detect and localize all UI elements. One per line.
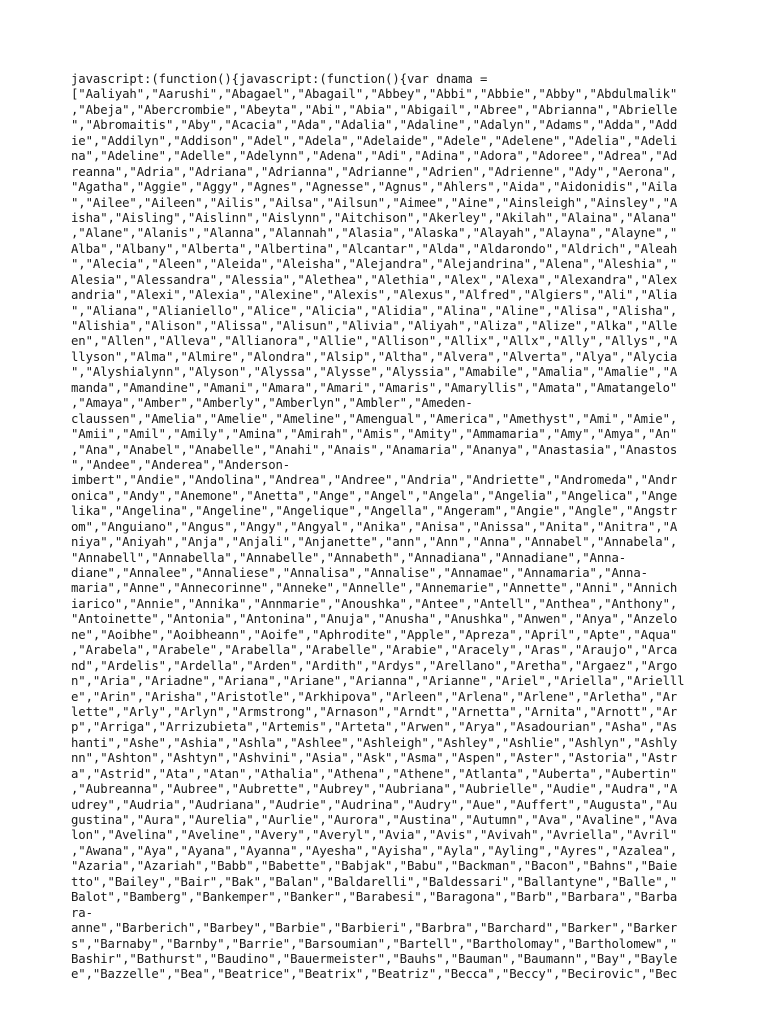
- code-line: ","Alyshialynn","Alyson","Alyssa","Alysse","Alyssia","Amabile","Amalia","Amalie","A: [71, 365, 678, 380]
- code-line: andria","Alexi","Alexia","Alexine","Alexis","Alexus","Alfred","Algiers","Ali","Alia: [71, 288, 678, 303]
- code-line: ,"Abeja","Abercrombie","Abeyta","Abi","Abia","Abigail","Abree","Abrianna","Abrielle: [71, 102, 678, 117]
- code-line: Balot","Bamberg","Bankemper","Banker","Barabesi","Baragona","Barb","Barbara","Barba: [71, 890, 678, 905]
- code-line: "Azaria","Azariah","Babb","Babette","Babjak","Babu","Backman","Bacon","Bahns","Baie: [71, 859, 678, 874]
- code-line: manda","Amandine","Amani","Amara","Amari","Amaris","Amaryllis","Amata","Amatangelo": [71, 380, 678, 395]
- code-line: ,"Aubreanna","Aubree","Aubrette","Aubrey","Aubriana","Aubrielle","Audie","Audra","A: [71, 782, 678, 797]
- code-line: s","Barnaby","Barnby","Barrie","Barsoumian","Bartell","Bartholomay","Bartholomew",": [71, 936, 678, 951]
- code-line: ,"Alane","Alanis","Alanna","Alannah","Alasia","Alaska","Alayah","Alayna","Alayne",": [71, 226, 678, 241]
- code-line: onica","Andy","Anemone","Anetta","Ange","Angel","Angela","Angelia","Angelica","Ange: [71, 488, 678, 503]
- code-line: ra-: [71, 905, 93, 920]
- code-line: ","Aliana","Alianiello","Alice","Alicia","Alidia","Alina","Aline","Alisa","Alisha",: [71, 303, 678, 318]
- code-line: om","Anguiano","Angus","Angy","Angyal","Anika","Anisa","Anissa","Anita","Anitra","A: [71, 519, 678, 534]
- code-line: ,"Amaya","Amber","Amberly","Amberlyn","Ambler","Ameden-: [71, 396, 473, 411]
- code-line: na","Adeline","Adelle","Adelynn","Adena","Adi","Adina","Adora","Adoree","Adrea","Ad: [71, 149, 678, 164]
- code-line: p","Arriga","Arrizubieta","Artemis","Arteta","Arwen","Arya","Asadourian","Asha","As: [71, 720, 678, 735]
- code-line: ne","Aoibhe","Aoibheann","Aoife","Aphrodite","Apple","Apreza","April","Apte","Aqua": [71, 627, 678, 642]
- code-line: "Agatha","Aggie","Aggy","Agnes","Agnesse","Agnus","Ahlers","Aida","Aidonidis","Aila: [71, 180, 678, 195]
- code-line: niya","Aniyah","Anja","Anjali","Anjanette","ann","Ann","Anna","Annabel","Annabela",: [71, 535, 678, 550]
- code-line: ","Abromaitis","Aby","Acacia","Ada","Adalia","Adaline","Adalyn","Adams","Adda","Add: [71, 118, 678, 133]
- code-line: diane","Annalee","Annaliese","Annalisa","Annalise","Annamae","Annamaria","Anna-: [71, 566, 648, 580]
- code-line: Alesia","Alessandra","Alessia","Alethea","Alethia","Alex","Alexa","Alexandra","Alex: [71, 272, 678, 287]
- code-line: ","Andee","Anderea","Anderson-: [71, 457, 291, 472]
- code-line: iarico","Annie","Annika","Annmarie","Anoushka","Antee","Antell","Anthea","Anthony",: [71, 596, 678, 611]
- code-line: n","Aria","Ariadne","Ariana","Ariane","Arianna","Arianne","Ariel","Ariella","Arielll: [71, 674, 685, 689]
- code-line: javascript:(function(){javascript:(function(){var dnama =: [71, 72, 488, 86]
- code-line: Alba","Albany","Alberta","Albertina","Alcantar","Alda","Aldarondo","Aldrich","Aleah: [71, 241, 678, 256]
- code-line: a","Astrid","Ata","Atan","Athalia","Athena","Athene","Atlanta","Auberta","Aubertin": [71, 766, 678, 781]
- code-line: reanna","Adria","Adriana","Adrianna","Adrianne","Adrien","Adrienne","Ady","Aerona",: [71, 164, 678, 179]
- code-line: "Annabell","Annabella","Annabelle","Annabeth","Annadiana","Annadiane","Anna-: [71, 550, 627, 565]
- code-line: gustina","Aura","Aurelia","Aurlie","Aurora","Austina","Autumn","Ava","Avaline","Ava: [71, 813, 678, 827]
- code-line: ,"Ana","Anabel","Anabelle","Anahi","Anais","Anamaria","Ananya","Anastasia","Anastos: [71, 442, 678, 457]
- code-line: ,"Arabela","Arabele","Arabella","Arabelle","Arabie","Aracely","Aras","Araujo","Arca: [71, 643, 678, 658]
- code-line: lon","Avelina","Aveline","Avery","Averyl","Avia","Avis","Avivah","Avriella","Avril": [71, 828, 678, 843]
- code-line: ,"Awana","Aya","Ayana","Ayanna","Ayesha","Ayisha","Ayla","Ayling","Ayres","Azalea",: [71, 843, 678, 858]
- code-line: imbert","Andie","Andolina","Andrea","Andree","Andria","Andriette","Andromeda","Andr: [71, 473, 678, 488]
- code-line: ["Aaliyah","Aarushi","Abagael","Abagail","Abbey","Abbi","Abbie","Abby","Abdulmalik": [71, 87, 678, 102]
- code-line: Bashir","Bathurst","Baudino","Bauermeister","Bauhs","Bauman","Baumann","Bay","Bayle: [71, 951, 678, 966]
- javascript-bookmarklet-code: [71, 72, 701, 983]
- code-line: lette","Arly","Arlyn","Armstrong","Arnason","Arndt","Arnetta","Arnita","Arnott","Ar: [71, 704, 678, 719]
- code-line: "Antoinette","Antonia","Antonina","Anuja","Anusha","Anushka","Anwen","Anya","Anzelo: [71, 612, 678, 627]
- code-line: "Amii","Amil","Amily","Amina","Amirah","Amis","Amity","Ammamaria","Amy","Amya","An": [71, 427, 678, 442]
- code-line: isha","Aisling","Aislinn","Aislynn","Aitchison","Akerley","Akilah","Alaina","Alana": [71, 210, 678, 225]
- code-line: lika","Angelina","Angeline","Angelique","Angella","Angeram","Angie","Angle","Angstr: [71, 504, 678, 519]
- code-line: udrey","Audria","Audriana","Audrie","Audrina","Audry","Aue","Auffert","Augusta","Au: [71, 797, 678, 812]
- code-line: ","Alecia","Aleen","Aleida","Aleisha","Alejandra","Alejandrina","Alena","Aleshia",": [71, 257, 678, 272]
- code-line: e","Arin","Arisha","Aristotle","Arkhipova","Arleen","Arlena","Arlene","Arletha","Ar: [71, 689, 678, 704]
- code-line: anne","Barberich","Barbey","Barbie","Barbieri","Barbra","Barchard","Barker","Barker: [71, 921, 678, 936]
- code-line: "Alishia","Alison","Alissa","Alisun","Alivia","Aliyah","Aliza","Alize","Alka","Alle: [71, 319, 678, 333]
- code-line: llyson","Alma","Almire","Alondra","Alsip","Altha","Alvera","Alverta","Alya","Alycia: [71, 349, 678, 364]
- code-line: maria","Anne","Annecorinne","Anneke","Annelle","Annemarie","Annette","Anni","Annich: [71, 581, 678, 596]
- code-line: en","Allen","Alleva","Allianora","Allie","Allison","Allix","Allx","Ally","Allys","A: [71, 334, 678, 349]
- code-line: hanti","Ashe","Ashia","Ashla","Ashlee","Ashleigh","Ashley","Ashlie","Ashlyn","Ashly: [71, 735, 678, 750]
- code-line: e","Bazzelle","Bea","Beatrice","Beatrix","Beatriz","Becca","Beccy","Becirovic","Bec: [71, 967, 678, 982]
- code-line: claussen","Amelia","Amelie","Ameline","Amengual","America","Amethyst","Ami","Amie",: [71, 411, 678, 426]
- code-line: tto","Bailey","Bair","Bak","Balan","Baldarelli","Baldessari","Ballantyne","Balle",": [71, 874, 678, 889]
- code-line: ie","Addilyn","Addison","Adel","Adela","Adelaide","Adele","Adelene","Adelia","Adeli: [71, 133, 678, 148]
- code-line: nd","Ardelis","Ardella","Arden","Ardith","Ardys","Arellano","Aretha","Argaez","Argo: [71, 658, 678, 673]
- code-line: ","Ailee","Aileen","Ailis","Ailsa","Ailsun","Aimee","Aine","Ainsleigh","Ainsley","A: [71, 195, 678, 210]
- code-line: nn","Ashton","Ashtyn","Ashvini","Asia","Ask","Asma","Aspen","Aster","Astoria","Astr: [71, 751, 678, 766]
